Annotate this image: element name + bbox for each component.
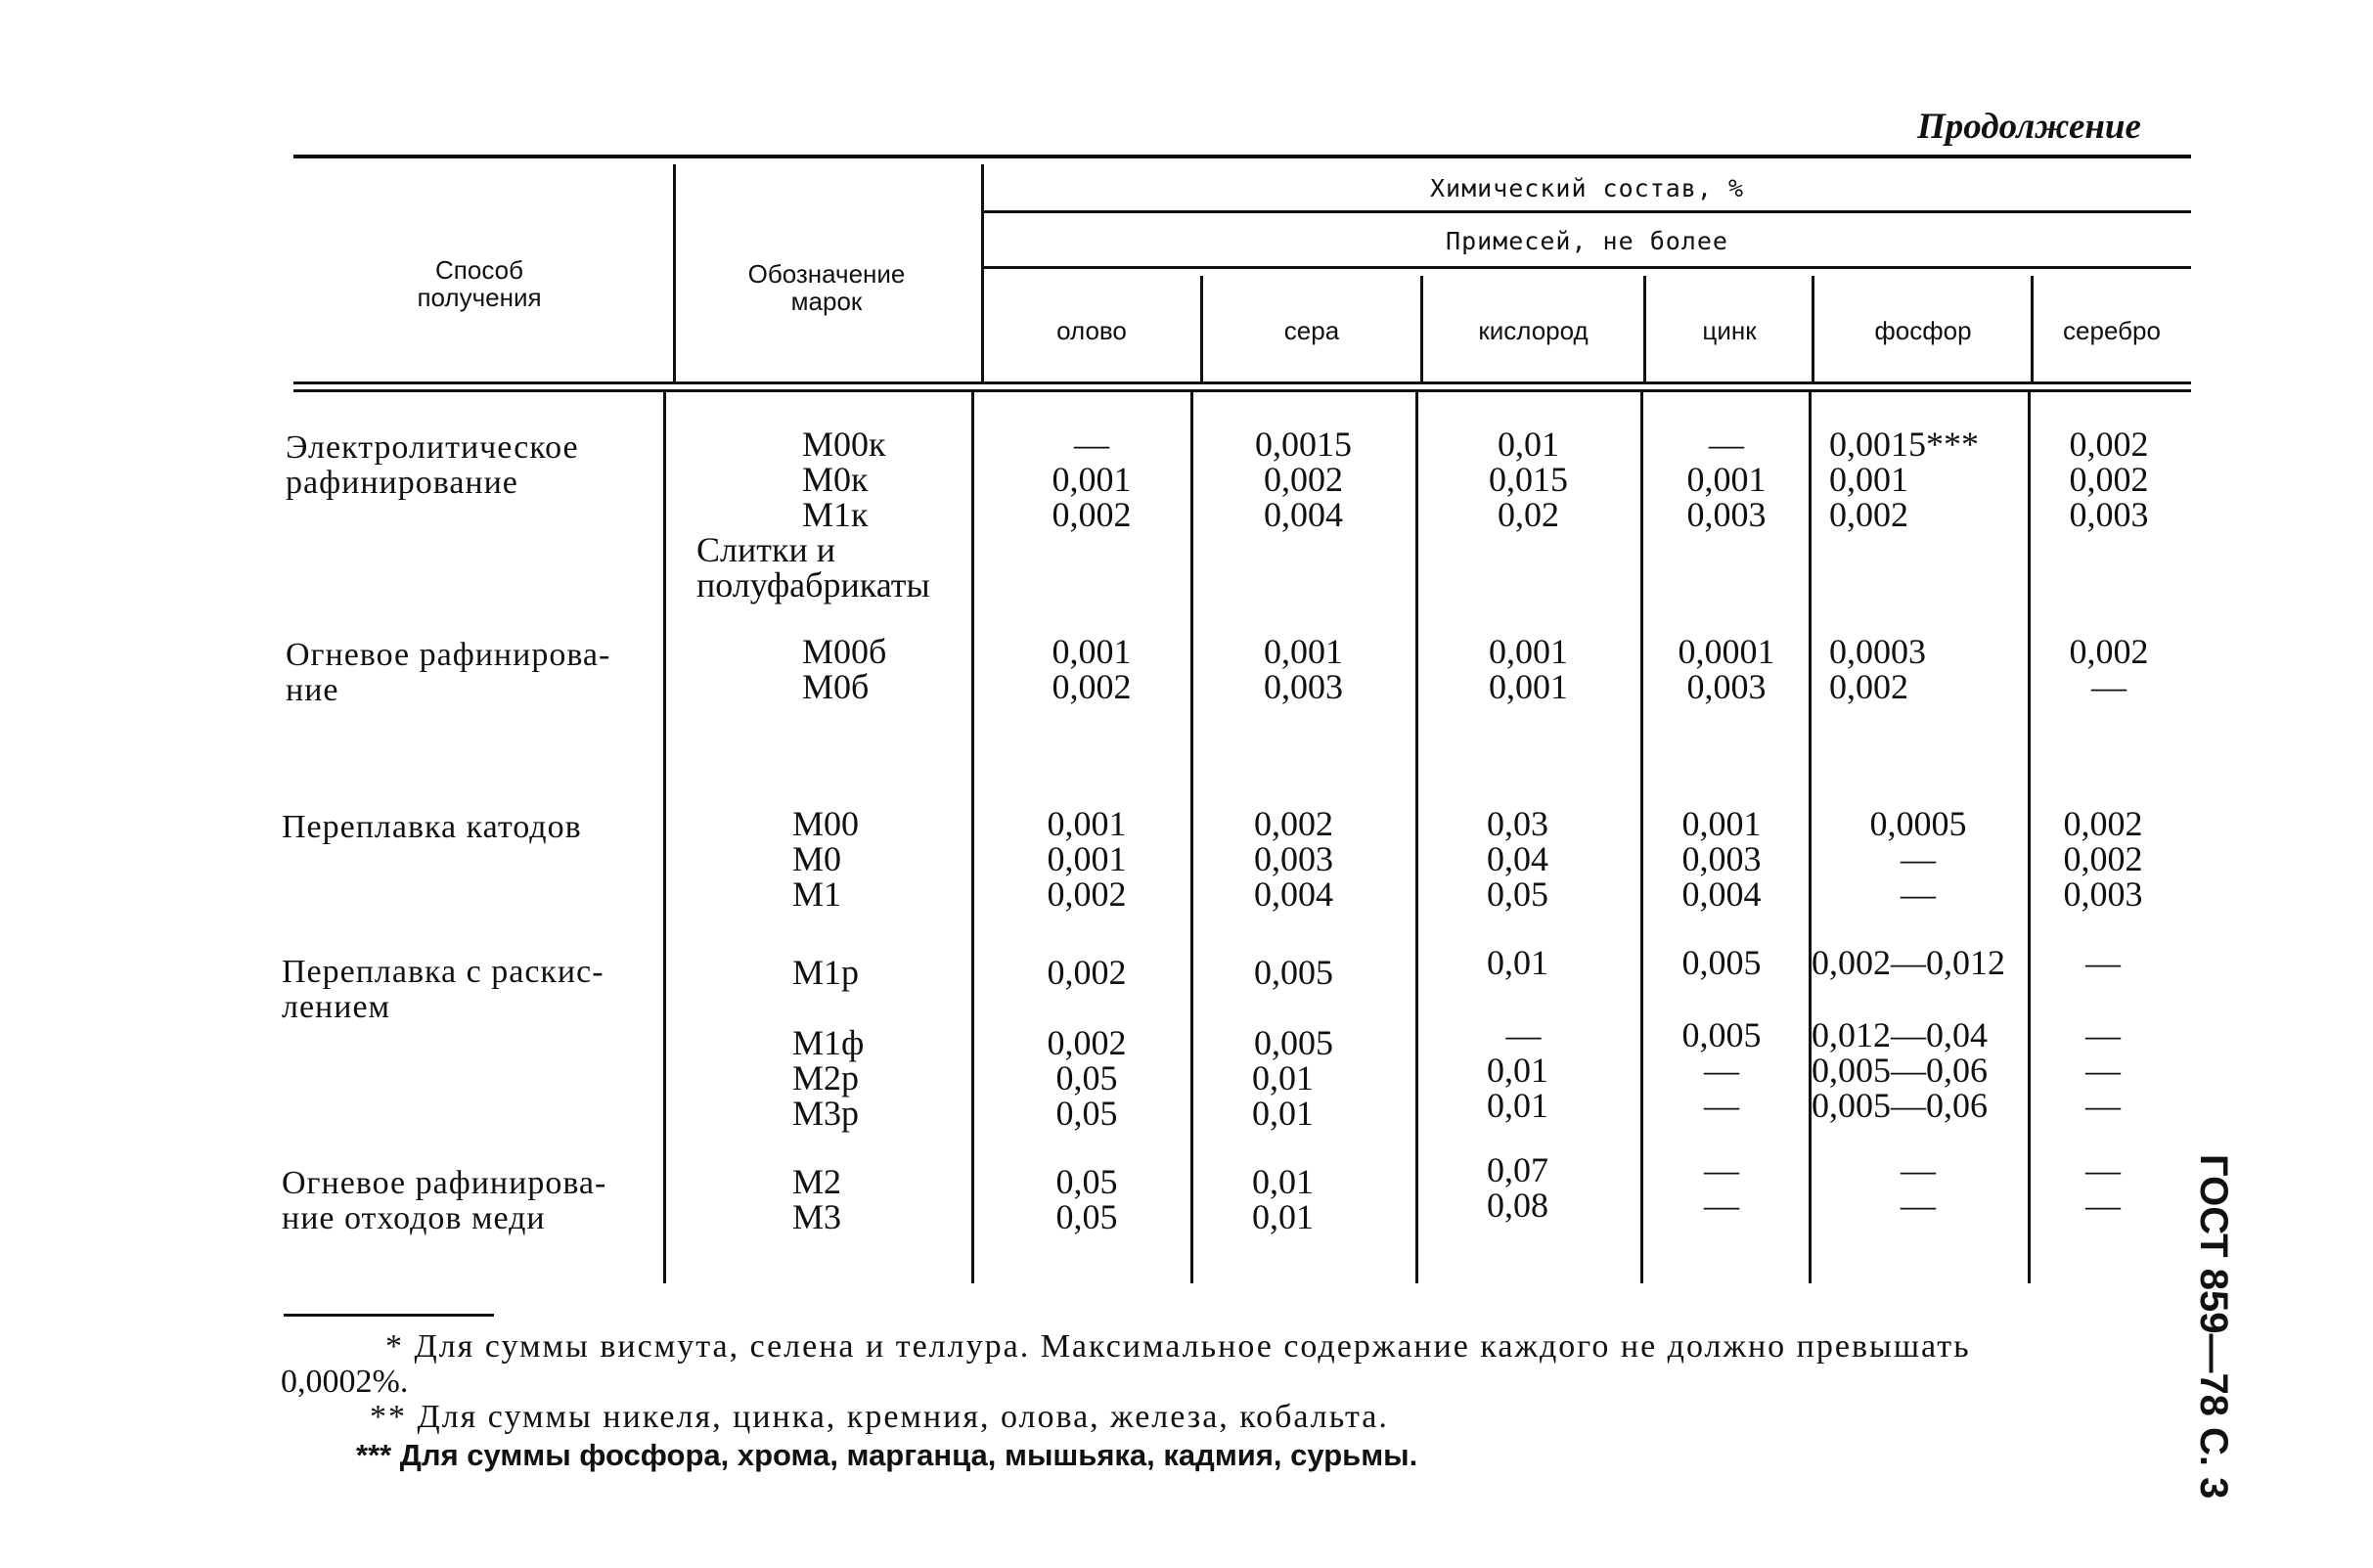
tin-cell: 0,002 xyxy=(1047,953,1127,992)
zinc-cell: 0,004 xyxy=(1681,874,1762,914)
phosphorus-cell: 0,002 xyxy=(1829,667,1908,706)
oxygen-cell: 0,03 xyxy=(1487,804,1548,843)
sulfur-cell: 0,01 xyxy=(1252,1058,1314,1098)
oxygen-cell: 0,01 xyxy=(1498,425,1559,464)
phosphorus-cell: 0,005—0,06 xyxy=(1812,1051,1988,1090)
sulfur-cell: 0,005 xyxy=(1254,953,1333,992)
zinc-cell: 0,005 xyxy=(1681,943,1762,982)
zinc-cell: 0,0001 xyxy=(1678,632,1775,671)
phosphorus-cell: 0,0003 xyxy=(1829,632,1926,671)
impurities-rule xyxy=(983,266,2191,269)
footnote-3: *** Для суммы фосфора, хрома, марганца, мышьяка, кадмия, сурьмы. xyxy=(356,1438,1418,1472)
oxygen-cell: 0,05 xyxy=(1487,874,1548,914)
footnote-divider xyxy=(284,1314,494,1317)
tin-cell: 0,001 xyxy=(1047,804,1127,843)
phosphorus-cell: 0,005—0,06 xyxy=(1812,1086,1988,1125)
grade-cell: М0 xyxy=(792,839,842,878)
oxygen-cell: 0,01 xyxy=(1487,1051,1548,1090)
header-method: Способ получения xyxy=(417,255,542,312)
silver-cell: 0,002 xyxy=(2069,425,2149,464)
zinc-cell: — xyxy=(1704,1150,1739,1189)
oxygen-cell: 0,001 xyxy=(1489,667,1568,706)
sulfur-cell: 0,003 xyxy=(1264,667,1343,706)
phosphorus-cell: 0,0015*** xyxy=(1829,425,1979,464)
sulfur-cell: 0,004 xyxy=(1264,495,1343,534)
tin-cell: 0,001 xyxy=(1052,460,1132,499)
oxygen-cell: 0,015 xyxy=(1489,460,1568,499)
col-divider-grade-body xyxy=(663,391,666,1283)
sulfur-cell: 0,003 xyxy=(1254,839,1333,878)
footnote-2: ** Для суммы никеля, цинка, кремния, олова, железа, кобальта. xyxy=(370,1399,1389,1435)
silver-cell: 0,002 xyxy=(2069,460,2149,499)
zinc-cell: 0,001 xyxy=(1681,804,1762,843)
grade-cell: М2 xyxy=(792,1162,842,1201)
header-col-tin: олово xyxy=(1056,316,1127,345)
header-col-silver: серебро xyxy=(2063,316,2161,345)
phosphorus-cell: 0,001 xyxy=(1829,460,1908,499)
zinc-cell: 0,003 xyxy=(1686,495,1767,534)
sulfur-cell: 0,005 xyxy=(1254,1023,1333,1062)
grade-cell: М3 xyxy=(792,1197,842,1236)
grade-cell: М00к xyxy=(802,425,886,464)
silver-cell: — xyxy=(2085,1051,2121,1090)
grade-cell: М2р xyxy=(792,1058,860,1098)
col-divider-grade xyxy=(673,164,676,381)
oxygen-cell: 0,001 xyxy=(1489,632,1568,671)
grade-cell: М0к xyxy=(802,460,869,499)
grade-cell: М1ф xyxy=(792,1023,865,1062)
header-col-phosphorus: фосфор xyxy=(1874,316,1972,345)
grade-cell: М3р xyxy=(792,1094,860,1133)
phosphorus-cell: — xyxy=(1901,1186,1936,1225)
header-col-sulfur: сера xyxy=(1283,316,1340,345)
grade-cell: М1 xyxy=(792,874,842,914)
header-bottom-rule-1 xyxy=(293,381,2191,384)
phosphorus-cell: — xyxy=(1901,839,1936,878)
zinc-cell: — xyxy=(1704,1186,1739,1225)
col-divider-tin-body xyxy=(971,391,974,1283)
sulfur-cell: 0,01 xyxy=(1252,1162,1314,1201)
footnote-1: * Для суммы висмута, селена и теллура. Максимальное содержание каждого не должно превышать xyxy=(385,1328,1971,1365)
composition-rule xyxy=(983,210,2191,213)
oxygen-cell: 0,04 xyxy=(1487,839,1548,878)
method-label: Переплавка с раскис-лением xyxy=(282,954,604,1025)
silver-cell: — xyxy=(2085,1015,2121,1054)
tin-cell: 0,05 xyxy=(1055,1058,1118,1098)
grade-cell: М0б xyxy=(802,667,870,706)
silver-cell: — xyxy=(2085,1186,2121,1225)
tin-cell: 0,001 xyxy=(1047,839,1127,878)
grade-cell: М00 xyxy=(792,804,860,843)
zinc-cell: — xyxy=(1709,425,1744,464)
continuation-label: Продолжение xyxy=(1917,107,2141,147)
grade-cell: М1к xyxy=(802,495,869,534)
zinc-cell: — xyxy=(1704,1051,1739,1090)
silver-cell: — xyxy=(2085,943,2121,982)
oxygen-cell: — xyxy=(1505,1015,1542,1054)
zinc-cell: — xyxy=(1704,1086,1739,1125)
sulfur-cell: 0,0015 xyxy=(1255,425,1352,464)
silver-cell: 0,003 xyxy=(2063,874,2143,914)
header-col-zinc: цинк xyxy=(1702,316,1757,345)
phosphorus-cell: — xyxy=(1901,874,1936,914)
phosphorus-cell: 0,0005 xyxy=(1869,804,1967,843)
tin-cell: 0,002 xyxy=(1047,1023,1127,1062)
silver-cell: 0,002 xyxy=(2069,632,2149,671)
zinc-cell: 0,005 xyxy=(1681,1015,1762,1054)
oxygen-cell: 0,01 xyxy=(1487,943,1548,982)
header-col-oxygen: кислород xyxy=(1478,316,1589,345)
oxygen-cell: 0,08 xyxy=(1487,1186,1548,1225)
phosphorus-cell: 0,002 xyxy=(1829,495,1908,534)
zinc-cell: 0,001 xyxy=(1686,460,1767,499)
gost-side-label: ГОСТ 859—78 С. 3 xyxy=(2192,1154,2235,1500)
header-bottom-rule-2 xyxy=(293,389,2191,392)
tin-cell: 0,05 xyxy=(1055,1162,1118,1201)
grade-cell: М1р xyxy=(792,953,860,992)
silver-cell: — xyxy=(2085,1086,2121,1125)
silver-cell: 0,003 xyxy=(2069,495,2149,534)
tin-cell: 0,05 xyxy=(1055,1094,1118,1133)
oxygen-cell: 0,07 xyxy=(1487,1150,1548,1189)
silver-cell: — xyxy=(2091,667,2127,706)
oxygen-cell: 0,02 xyxy=(1498,495,1559,534)
header-composition: Химический состав, % xyxy=(1429,174,1745,202)
table-top-rule xyxy=(293,155,2191,158)
oxygen-cell: 0,01 xyxy=(1487,1086,1548,1125)
tin-cell: 0,05 xyxy=(1055,1197,1118,1236)
silver-cell: 0,002 xyxy=(2063,839,2143,878)
sulfur-cell: 0,002 xyxy=(1254,804,1333,843)
tin-cell: 0,002 xyxy=(1052,495,1132,534)
method-label: Огневое рафинирова-ние xyxy=(286,637,611,708)
footnote-1-continued: 0,0002%. xyxy=(281,1364,409,1400)
silver-cell: 0,002 xyxy=(2063,804,2143,843)
method-label: Переплавка катодов xyxy=(282,809,582,845)
grade-cell: М00б xyxy=(802,632,887,671)
header-grade: Обозначение марок xyxy=(747,259,906,316)
silver-cell: — xyxy=(2085,1150,2121,1189)
zinc-cell: 0,003 xyxy=(1681,839,1762,878)
tin-cell: 0,001 xyxy=(1052,632,1132,671)
tin-cell: 0,002 xyxy=(1052,667,1132,706)
phosphorus-cell: 0,002—0,012 xyxy=(1812,943,2005,982)
method-label: Электролитическое рафинирование xyxy=(286,429,579,501)
zinc-cell: 0,003 xyxy=(1686,667,1767,706)
header-impurities: Примесей, не более xyxy=(1446,227,1728,255)
phosphorus-cell: 0,012—0,04 xyxy=(1812,1015,1988,1054)
subheading-cell: Слитки и полуфабрикаты xyxy=(696,530,930,605)
sulfur-cell: 0,004 xyxy=(1254,874,1333,914)
sulfur-cell: 0,01 xyxy=(1252,1094,1314,1133)
sulfur-cell: 0,002 xyxy=(1264,460,1343,499)
method-label: Огневое рафинирова-ние отходов меди xyxy=(282,1165,607,1236)
tin-cell: — xyxy=(1074,425,1109,464)
tin-cell: 0,002 xyxy=(1047,874,1127,914)
sulfur-cell: 0,001 xyxy=(1264,632,1343,671)
phosphorus-cell: — xyxy=(1901,1150,1936,1189)
sulfur-cell: 0,01 xyxy=(1252,1197,1314,1236)
